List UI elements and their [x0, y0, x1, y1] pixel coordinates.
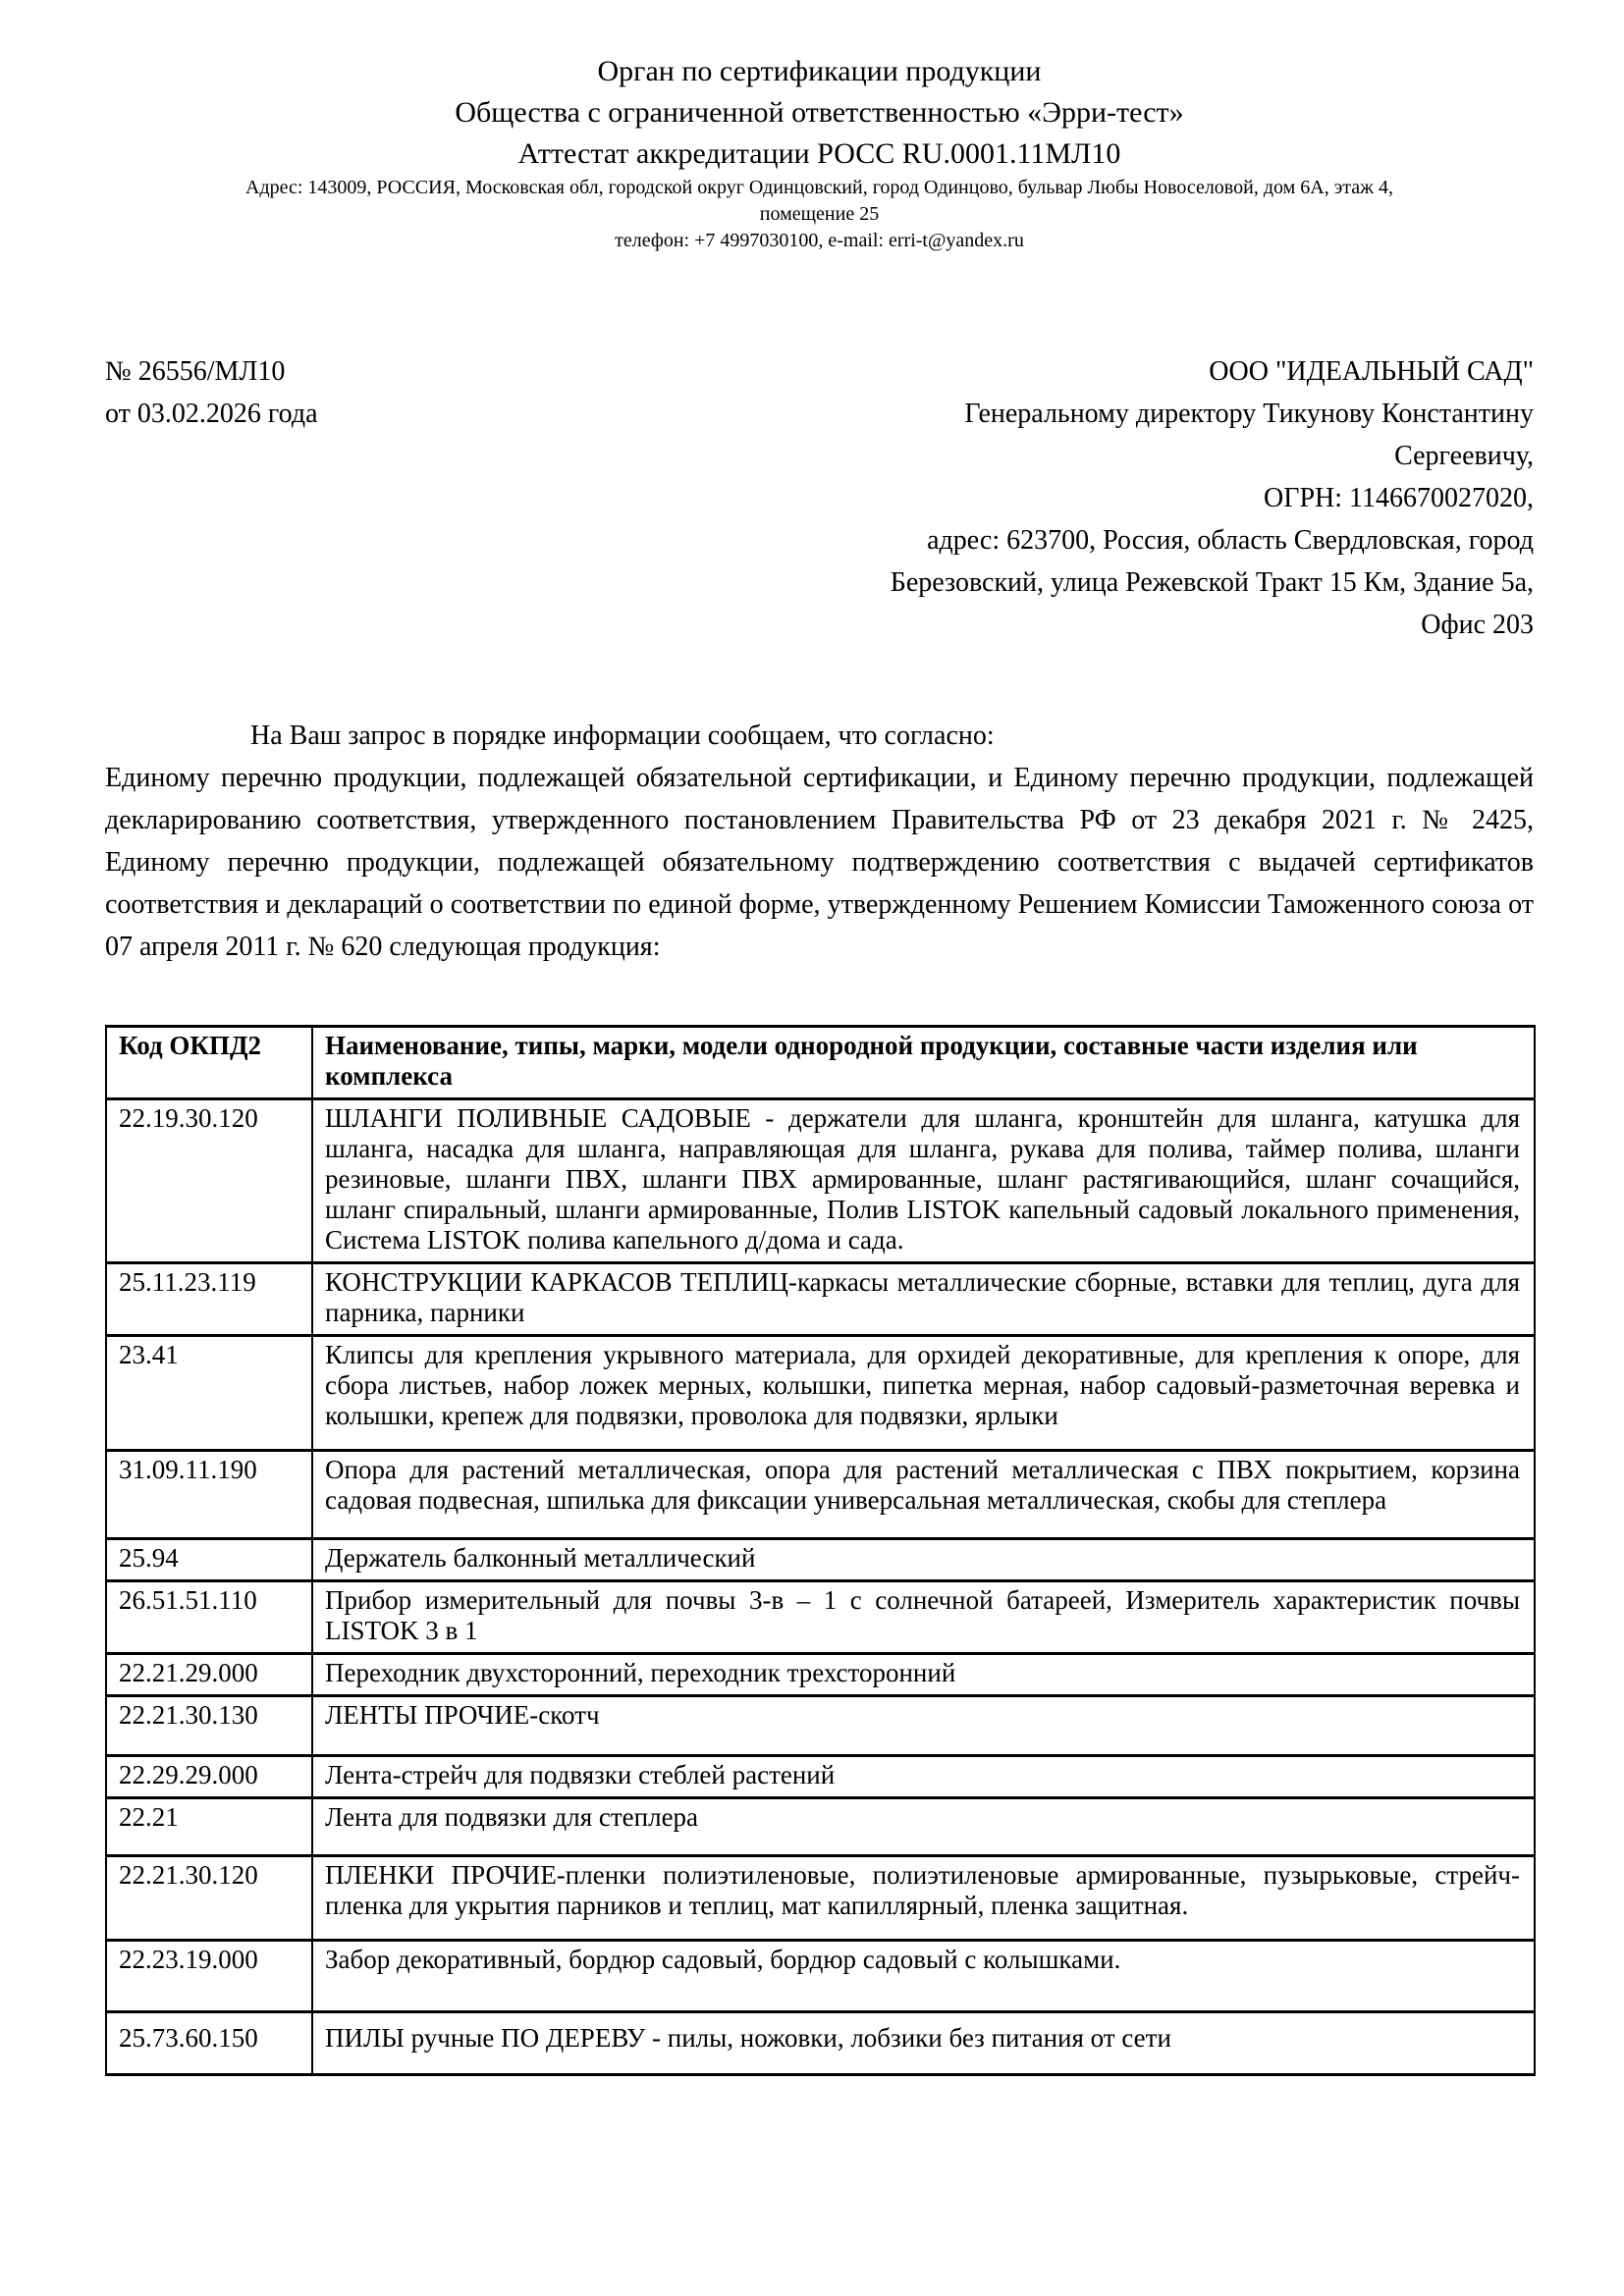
product-name-cell: Лента для подвязки для степлера — [312, 1798, 1535, 1856]
addressee-address-line3: Офис 203 — [1421, 610, 1534, 640]
okpd-code-cell: 22.29.29.000 — [106, 1756, 312, 1798]
product-name-cell: ПИЛЫ ручные ПО ДЕРЕВУ - пилы, ножовки, лобзики без питания от сети — [312, 2012, 1535, 2075]
table-row — [106, 1099, 1535, 1263]
org-address-line1: Адрес: 143009, РОССИЯ, Московская обл, городской округ Одинцовский, город Одинцово, бульвар Любы Новоселовой, дом 6А, этаж 4, — [245, 177, 1393, 198]
addressee-address-line1: адрес: 623700, Россия, область Свердловская, город — [927, 525, 1534, 556]
table-header-row — [106, 1027, 1535, 1099]
table-row — [106, 2012, 1535, 2075]
reference-block — [105, 350, 517, 646]
product-name-cell: ПЛЕНКИ ПРОЧИЕ-пленки полиэтиленовые, полиэтиленовые армированные, пузырьковые, стрейч-пленка для укрытия парников и теплиц, мат капиллярный, пленка защитная. — [312, 1856, 1535, 1941]
product-name-cell: Прибор измерительный для почвы 3-в – 1 с солнечной батареей, Измеритель характеристик почвы LISTOK 3 в 1 — [312, 1581, 1535, 1654]
table-row — [106, 1941, 1535, 2012]
addressee-ogrn: ОГРН: 1146670027020, — [1264, 483, 1534, 513]
product-name-cell: КОНСТРУКЦИИ КАРКАСОВ ТЕПЛИЦ-каркасы металлические сборные, вставки для теплиц, дуга для парника, парники — [312, 1263, 1535, 1336]
table-row — [106, 1696, 1535, 1756]
product-name-cell: Забор декоративный, бордюр садовый, бордюр садовый с колышками. — [312, 1941, 1535, 2012]
table-row — [106, 1756, 1535, 1798]
org-title-line2: Общества с ограниченной ответственностью «Эрри-тест» — [455, 96, 1184, 129]
product-name-header: Наименование, типы, марки, модели однородной продукции, составные части изделия или комплекса — [312, 1027, 1535, 1099]
table-row — [106, 1654, 1535, 1696]
letter-date: от 03.02.2026 года — [105, 399, 318, 429]
table-row — [106, 1856, 1535, 1941]
product-name-cell: Клипсы для крепления укрывного материала, для орхидей декоративные, для крепления к опоре, для сбора листьев, набор ложек мерных, колышки, пипетка мерная, набор садовый-разметочная веревка и колышки, крепеж для подвязки, проволока для подвязки, ярлыки — [312, 1336, 1535, 1451]
addressee-company: ООО "ИДЕАЛЬНЫЙ САД" — [1209, 356, 1534, 387]
org-contact-line: телефон: +7 4997030100, e-mail: erri-t@yandex.ru — [615, 230, 1024, 251]
product-name-cell: Переходник двухсторонний, переходник трехсторонний — [312, 1654, 1535, 1696]
addressee-address-line2: Березовский, улица Режевской Тракт 15 Км, Здание 5а, — [890, 567, 1534, 598]
accreditation-line: Аттестат аккредитации РОСС RU.0001.11МЛ10 — [517, 137, 1121, 170]
letterhead — [105, 51, 1534, 254]
table-row — [106, 1798, 1535, 1856]
addressee-director-line1: Генеральному директору Тикунову Константину — [964, 399, 1534, 429]
body-intro-line: На Ваш запрос в порядке информации сообщаем, что согласно: — [250, 721, 995, 751]
table-row — [106, 1451, 1535, 1539]
okpd-code-cell: 31.09.11.190 — [106, 1451, 312, 1539]
okpd-code-cell: 22.21.30.120 — [106, 1856, 312, 1941]
addressee-block — [729, 350, 1534, 646]
okpd-code-cell: 25.11.23.119 — [106, 1263, 312, 1336]
okpd-code-header: Код ОКПД2 — [106, 1027, 312, 1099]
addressee-director-line2: Сергеевичу, — [1394, 441, 1534, 471]
letter-number: № 26556/МЛ10 — [105, 356, 286, 387]
table-row — [106, 1539, 1535, 1581]
org-title-line1: Орган по сертификации продукции — [597, 55, 1042, 87]
table-row — [106, 1581, 1535, 1654]
okpd-code-cell: 23.41 — [106, 1336, 312, 1451]
okpd-code-cell: 26.51.51.110 — [106, 1581, 312, 1654]
okpd-code-cell: 22.21.29.000 — [106, 1654, 312, 1696]
okpd-code-cell: 22.19.30.120 — [106, 1099, 312, 1263]
products-table — [105, 1025, 1536, 2076]
product-name-cell: Опора для растений металлическая, опора для растений металлическая с ПВХ покрытием, корзина садовая подвесная, шпилька для фиксации универсальная металлическая, скобы для степлера — [312, 1451, 1535, 1539]
org-address-line2: помещение 25 — [759, 203, 880, 225]
product-name-cell: ШЛАНГИ ПОЛИВНЫЕ САДОВЫЕ - держатели для шланга, кронштейн для шланга, катушка для шланга, насадка для шланга, направляющая для шланга, рукава для полива, таймер полива, шланги резиновые, шланги ПВХ, шланги ПВХ армированные, шланг растягивающийся, шланг сочащийся, шланг спиральный, шланги армированные, Полив LISTOK капельный садовый локального применения, Система LISTOK полива капельного д/дома и сада. — [312, 1099, 1535, 1263]
product-name-cell: Лента-стрейч для подвязки стеблей растений — [312, 1756, 1535, 1798]
okpd-code-cell: 22.21 — [106, 1798, 312, 1856]
product-name-cell: Держатель балконный металлический — [312, 1539, 1535, 1581]
body-paragraph: Единому перечню продукции, подлежащей обязательной сертификации, и Единому перечню продукции, подлежащей декларированию соответствия, утвержденного постановлением Правительства РФ от 23 декабря 2021 г. № 2425, Единому перечню продукции, подлежащей обязательному подтверждению соответствия с выдачей сертификатов соответствия и деклараций о соответствии по единой форме, утвержденному Решением Комиссии Таможенного союза от 07 апреля 2011 г. № 620 следующая продукция: — [105, 763, 1534, 962]
reference-addressee-row — [105, 350, 1534, 646]
table-row — [106, 1263, 1535, 1336]
okpd-code-cell: 25.94 — [106, 1539, 312, 1581]
okpd-code-cell: 25.73.60.150 — [106, 2012, 312, 2075]
okpd-code-cell: 22.21.30.130 — [106, 1696, 312, 1756]
okpd-code-cell: 22.23.19.000 — [106, 1941, 312, 2012]
table-row — [106, 1336, 1535, 1451]
product-name-cell: ЛЕНТЫ ПРОЧИЕ-скотч — [312, 1696, 1535, 1756]
